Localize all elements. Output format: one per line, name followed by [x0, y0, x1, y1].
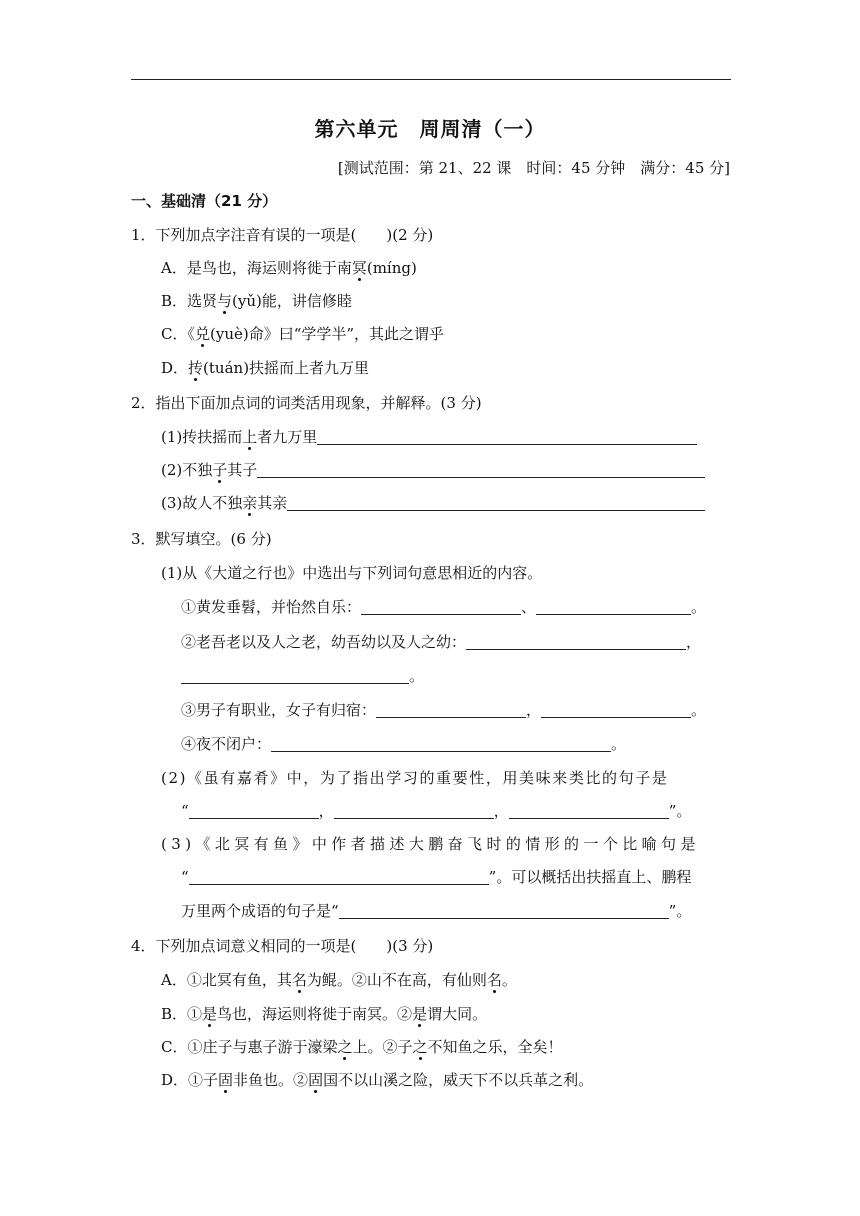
- q4-option-d: [161, 1069, 593, 1091]
- q4-d-text-2: 非鱼也。②: [233, 1071, 309, 1089]
- q3-sub-4: [181, 733, 626, 755]
- test-scope-info: [测试范围：第 21、22 课 时间：45 分钟 满分：45 分]: [337, 159, 730, 177]
- answer-blank[interactable]: [334, 803, 494, 819]
- q3-part-1: (1)从《大道之行也》中选出与下列词句意思相近的内容。: [161, 564, 543, 582]
- q3-sub-2-cont: [181, 665, 424, 687]
- q3-part-3-line3-text: 万里两个成语的句子是“: [181, 902, 339, 920]
- answer-blank[interactable]: [466, 634, 686, 650]
- q3-sub-3-text: ③男子有职业，女子有归宿：: [181, 701, 377, 719]
- dotted-char: 上: [242, 428, 258, 446]
- answer-blank[interactable]: [541, 702, 691, 718]
- top-rule: [131, 79, 731, 80]
- answer-blank[interactable]: [317, 429, 697, 445]
- answer-blank[interactable]: [189, 803, 319, 819]
- q2-3-post: 其亲: [257, 494, 288, 512]
- q3-sub-1: [181, 596, 706, 618]
- q4-b-text-1: B．①: [161, 1005, 203, 1023]
- answer-blank[interactable]: [189, 869, 489, 885]
- q1-c-pre: C．《: [161, 325, 195, 343]
- answer-blank[interactable]: [257, 462, 705, 478]
- answer-blank[interactable]: [181, 668, 409, 684]
- close-quote: ”。: [668, 902, 692, 920]
- q3-part-3: [161, 833, 700, 855]
- q3-sub-3: [181, 699, 706, 721]
- q1-a-pre: A．是鸟也，海运则将徙于南: [161, 259, 352, 277]
- q3-part-2-text: (2)《虽有嘉肴》中，为了指出学习的重要性，用美味来类比的句子是: [161, 769, 669, 787]
- dotted-char: 亲: [242, 494, 258, 512]
- q4-a-text-3: 。: [501, 971, 517, 989]
- close-quote: ”。: [668, 802, 692, 820]
- q3-part-2-answers: [181, 800, 691, 822]
- q1-d-post: (tuán)扶摇而上者九万里: [203, 359, 370, 377]
- dotted-char: 固: [308, 1071, 324, 1089]
- dotted-char: 固: [218, 1071, 234, 1089]
- q1-stem: 1．下列加点字注音有误的一项是( )(2 分): [131, 226, 434, 244]
- q3-sub-2-text: ②老吾老以及人之老，幼吾幼以及人之幼：: [181, 633, 467, 651]
- q3-part-3-tail: ”。可以概括出扶摇直上、鹏程: [488, 868, 692, 886]
- separator: ，: [686, 633, 702, 651]
- answer-blank[interactable]: [287, 495, 705, 511]
- dotted-char: 名: [291, 971, 307, 989]
- separator: 、: [521, 598, 537, 616]
- dotted-char: 名: [486, 971, 502, 989]
- q4-a-text-2: 为鲲。②山不在高，有仙则: [306, 971, 487, 989]
- q1-option-c: [161, 323, 444, 345]
- q2-item-3: [161, 492, 705, 514]
- q4-d-text-3: 国不以山溪之险，威天下不以兵革之利。: [323, 1071, 594, 1089]
- q1-option-a: [161, 257, 417, 279]
- dotted-char: 是: [202, 1005, 218, 1023]
- answer-blank[interactable]: [376, 702, 526, 718]
- answer-blank[interactable]: [361, 599, 521, 615]
- q4-c-text-2: 上。②子: [352, 1038, 413, 1056]
- answer-blank[interactable]: [536, 599, 691, 615]
- q3-part-3-line3: [181, 900, 691, 922]
- q3-stem: 3．默写填空。(6 分): [131, 530, 272, 548]
- separator: ，: [318, 802, 334, 820]
- q3-sub-2: [181, 631, 701, 653]
- q3-sub-1-text: ①黄发垂髫，并怡然自乐：: [181, 598, 362, 616]
- separator: ，: [526, 701, 542, 719]
- q4-c-text-3: 不知鱼之乐，全矣！: [427, 1038, 563, 1056]
- dotted-char: 之: [412, 1038, 428, 1056]
- q1-b-post: (yǔ)能，讲信修睦: [232, 292, 352, 310]
- q4-c-text-1: C．①庄子与惠子游于濠梁: [161, 1038, 338, 1056]
- q4-b-text-2: 鸟也，海运则将徙于南冥。②: [217, 1005, 413, 1023]
- q2-3-pre: (3)故人不独: [161, 494, 243, 512]
- answer-blank[interactable]: [339, 903, 669, 919]
- open-quote: “: [181, 802, 189, 820]
- q3-sub-4-text: ④夜不闭户：: [181, 735, 272, 753]
- period: 。: [611, 735, 627, 753]
- period: 。: [691, 598, 707, 616]
- q4-option-a: [161, 969, 517, 991]
- q4-option-b: [161, 1003, 487, 1025]
- dotted-char: 之: [337, 1038, 353, 1056]
- page-title: 第六单元 周周清（一）: [314, 117, 546, 141]
- q4-b-text-3: 谓大同。: [427, 1005, 488, 1023]
- dotted-char: 兑: [194, 325, 210, 343]
- q3-part-3-text: (3)《北冥有鱼》中作者描述大鹏奋飞时的情形的一个比喻句是: [161, 835, 700, 853]
- q3-part-2: [161, 767, 731, 789]
- q1-d-pre: D．: [161, 359, 189, 377]
- period: 。: [409, 667, 425, 685]
- q2-stem: 2．指出下面加点词的词类活用现象，并解释。(3 分): [131, 394, 482, 412]
- q4-stem: 4．下列加点词意义相同的一项是( )(3 分): [131, 937, 434, 955]
- dotted-char: 冥: [351, 259, 367, 277]
- period: 。: [691, 701, 707, 719]
- q1-c-post: (yuè)命》曰“学学半”，其此之谓乎: [210, 325, 445, 343]
- q2-1-pre: (1)抟扶摇而: [161, 428, 243, 446]
- q4-option-c: [161, 1036, 563, 1058]
- q1-option-d: [161, 357, 369, 379]
- dotted-char: 抟: [188, 359, 204, 377]
- q3-part-3-cont: [181, 866, 691, 888]
- dotted-char: 与: [217, 292, 233, 310]
- q1-option-b: [161, 290, 352, 312]
- q2-2-pre: (2)不独: [161, 461, 213, 479]
- dotted-char: 子: [212, 461, 228, 479]
- separator: ，: [493, 802, 509, 820]
- q2-item-1: [161, 426, 697, 448]
- q4-d-text-1: D．①子: [161, 1071, 219, 1089]
- answer-blank[interactable]: [271, 736, 611, 752]
- q2-1-post: 者九万里: [257, 428, 318, 446]
- open-quote: “: [181, 868, 189, 886]
- q2-item-2: [161, 459, 705, 481]
- q4-a-text-1: A．①北冥有鱼，其: [161, 971, 292, 989]
- q1-b-pre: B．选贤: [161, 292, 218, 310]
- q1-a-post: (míng): [366, 259, 417, 277]
- q2-2-post: 其子: [227, 461, 258, 479]
- section-heading: 一、基础清（21 分）: [131, 192, 278, 210]
- answer-blank[interactable]: [509, 803, 669, 819]
- dotted-char: 是: [412, 1005, 428, 1023]
